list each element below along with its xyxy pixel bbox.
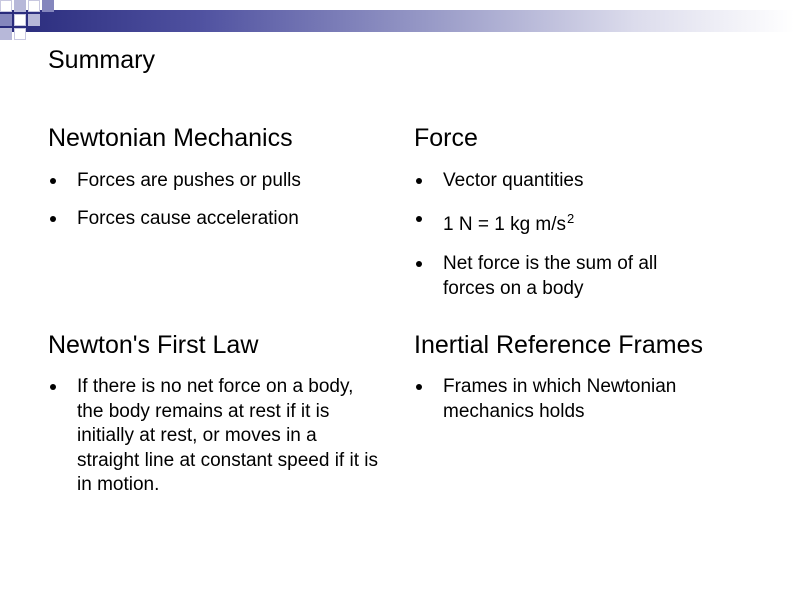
decor-square bbox=[0, 0, 12, 12]
bullet-dot-icon bbox=[416, 384, 422, 390]
bullet-text: Vector quantities bbox=[443, 170, 584, 191]
list-item bbox=[414, 169, 714, 194]
list-item bbox=[414, 375, 714, 424]
decor-square bbox=[0, 28, 12, 40]
decor-square bbox=[28, 14, 40, 26]
list-force bbox=[414, 169, 714, 301]
heading-force: Force bbox=[414, 124, 478, 152]
bullet-dot-icon bbox=[416, 261, 422, 267]
list-item bbox=[414, 207, 714, 238]
list-inertial-frames bbox=[414, 375, 714, 424]
bullet-text: 1 N = 1 kg m/s bbox=[443, 213, 567, 235]
superscript: 2 bbox=[567, 210, 575, 226]
bullet-dot-icon bbox=[50, 178, 56, 184]
bullet-text: Net force is the sum of all forces on a body bbox=[443, 253, 658, 299]
bullet-text: Forces cause acceleration bbox=[77, 207, 299, 229]
bullet-dot-icon bbox=[416, 216, 422, 222]
decor-square bbox=[0, 14, 12, 26]
decor-square bbox=[42, 0, 54, 12]
bullet-text: Frames in which Newtonian mechanics holds bbox=[443, 376, 677, 422]
list-item bbox=[48, 375, 378, 498]
list-first-law bbox=[48, 375, 378, 498]
bullet-dot-icon bbox=[416, 178, 422, 184]
list-item bbox=[414, 252, 714, 301]
slide-title: Summary bbox=[48, 46, 155, 74]
decorative-squares bbox=[0, 0, 70, 50]
bullet-dot-icon bbox=[50, 216, 56, 222]
list-newtonian-mechanics bbox=[48, 169, 368, 231]
list-item bbox=[48, 207, 368, 232]
heading-inertial-frames: Inertial Reference Frames bbox=[414, 331, 704, 359]
decor-square bbox=[28, 0, 40, 12]
bullet-dot-icon bbox=[50, 384, 56, 390]
decor-square bbox=[14, 0, 26, 12]
decor-square bbox=[14, 14, 26, 26]
list-item bbox=[48, 169, 368, 194]
bullet-text: Forces are pushes or pulls bbox=[77, 170, 301, 191]
heading-newtonian-mechanics: Newtonian Mechanics bbox=[48, 124, 293, 152]
header-gradient-bar bbox=[0, 10, 794, 32]
heading-first-law: Newton's First Law bbox=[48, 331, 259, 359]
bullet-text: If there is no net force on a body, the body remains at rest if it is initially at rest, or moves in a straight line at constant speed if it is in motion. bbox=[77, 376, 378, 495]
decor-square bbox=[14, 28, 26, 40]
